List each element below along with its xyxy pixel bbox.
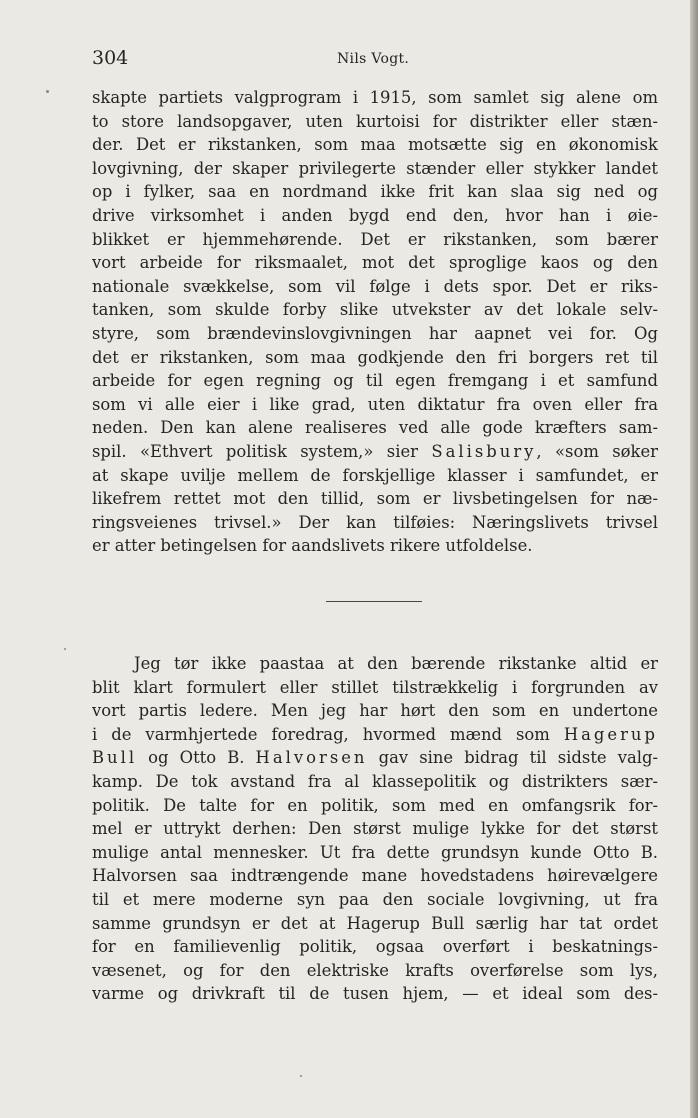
text-line: vort partis ledere. Men jeg har hørt den som en undertone [92,701,658,721]
page-edge-shadow [690,0,698,1118]
text-line: op i fylker, saa en nordmand ikke frit kan slaa sig ned og [92,182,658,202]
text-segment: og Otto B. [137,748,256,768]
text-line: politik. De talte for en politik, som med en omfangsrik for- [92,795,658,815]
spaced-name-hagerup: Hagerup [563,724,658,744]
text-line: samme grundsyn er det at Hagerup Bull særlig har tat ordet [92,913,658,933]
paragraph-1 [92,86,658,558]
text-line: nationale svækkelse, som vil følge i dets spor. Det er riks- [92,276,658,296]
paper-speck [64,648,66,650]
text-line: blit klart formulert eller stillet tilstrækkelig i forgrunden av [92,677,658,697]
text-line [92,746,658,770]
spaced-name-halvorsen: Halvorsen [255,748,368,768]
text-line: vort arbeide for riksmaalet, mot det sproglige kaos og den [92,253,658,273]
running-title: Nils Vogt. [337,51,410,67]
text-line: neden. Den kan alene realiseres ved alle gode kræfters sam- [92,418,658,438]
text-line: der. Det er rikstanken, som maa motsætte sig en økonomisk [92,135,658,155]
text-segment: spil. «Ethvert politisk system,» sier [92,441,432,461]
text-line: blikket er hjemmehørende. Det er rikstanken, som bærer [92,229,658,249]
text-segment: , «som søker [536,441,658,461]
page-header [92,44,658,74]
text-line: er atter betingelsen for aandslivets rikere utfoldelse. [92,536,533,556]
text-line: mulige antal mennesker. Ut fra dette grundsyn kunde Otto B. [92,842,658,862]
text-line: det er rikstanken, som maa godkjende den fri borgers ret til [92,347,658,367]
text-line: to store landsopgaver, uten kurtoisi for distrikter eller stæn- [92,111,658,131]
text-line: drive virksomhet i anden bygd end den, hvor han i øie- [92,205,658,225]
text-line: for en familievenlig politik, ogsaa overført i beskatnings- [92,937,658,957]
text-line: som vi alle eier i like grad, uten diktatur fra oven eller fra [92,394,658,414]
text-line: arbeide for egen regning og til egen fremgang i et samfund [92,371,658,391]
text-line: ringsveienes trivsel.» Der kan tilføies: Næringslivets trivsel [92,512,658,532]
paragraph-2 [92,652,658,1006]
page-number: 304 [92,47,129,69]
text-line [92,723,658,747]
paper-speck [46,90,49,93]
text-line [92,440,658,464]
text-line: Halvorsen saa indtrængende mane hovedstadens høirevælgere [92,866,658,886]
text-line: lovgivning, der skaper privilegerte stænder eller stykker landet [92,158,658,178]
spaced-name-salisbury: Salisbury [431,441,537,461]
text-line: likefrem rettet mot den tillid, som er livsbetingelsen for næ- [92,489,658,509]
text-line: styre, som brændevinslovgivningen har aapnet vei for. Og [92,323,658,343]
text-line: til et mere moderne syn paa den sociale lovgivning, ut fra [92,889,658,909]
text-line: mel er uttrykt derhen: Den størst mulige lykke for det størst [92,819,658,839]
text-line: Jeg tør ikke paastaa at den bærende rikstanke altid er [134,654,658,673]
paper-speck [300,1075,302,1077]
section-divider [326,601,422,602]
text-line: skapte partiets valgprogram i 1915, som samlet sig alene om [92,88,658,107]
text-line: tanken, som skulde forby slike utvekster av det lokale selv- [92,300,658,320]
text-line: væsenet, og for den elektriske krafts overførelse som lys, [92,960,658,980]
text-segment: gav sine bidrag til sidste valg- [367,748,658,768]
text-segment: i de varmhjertede foredrag, hvormed mænd som [92,724,564,744]
text-line: varme og drivkraft til de tusen hjem, — et ideal som des- [92,984,658,1004]
spaced-name-bull: Bull [92,748,138,768]
text-line: kamp. De tok avstand fra al klassepolitik og distrikters sær- [92,771,658,791]
text-line: at skape uvilje mellem de forskjellige klasser i samfundet, er [92,465,658,485]
